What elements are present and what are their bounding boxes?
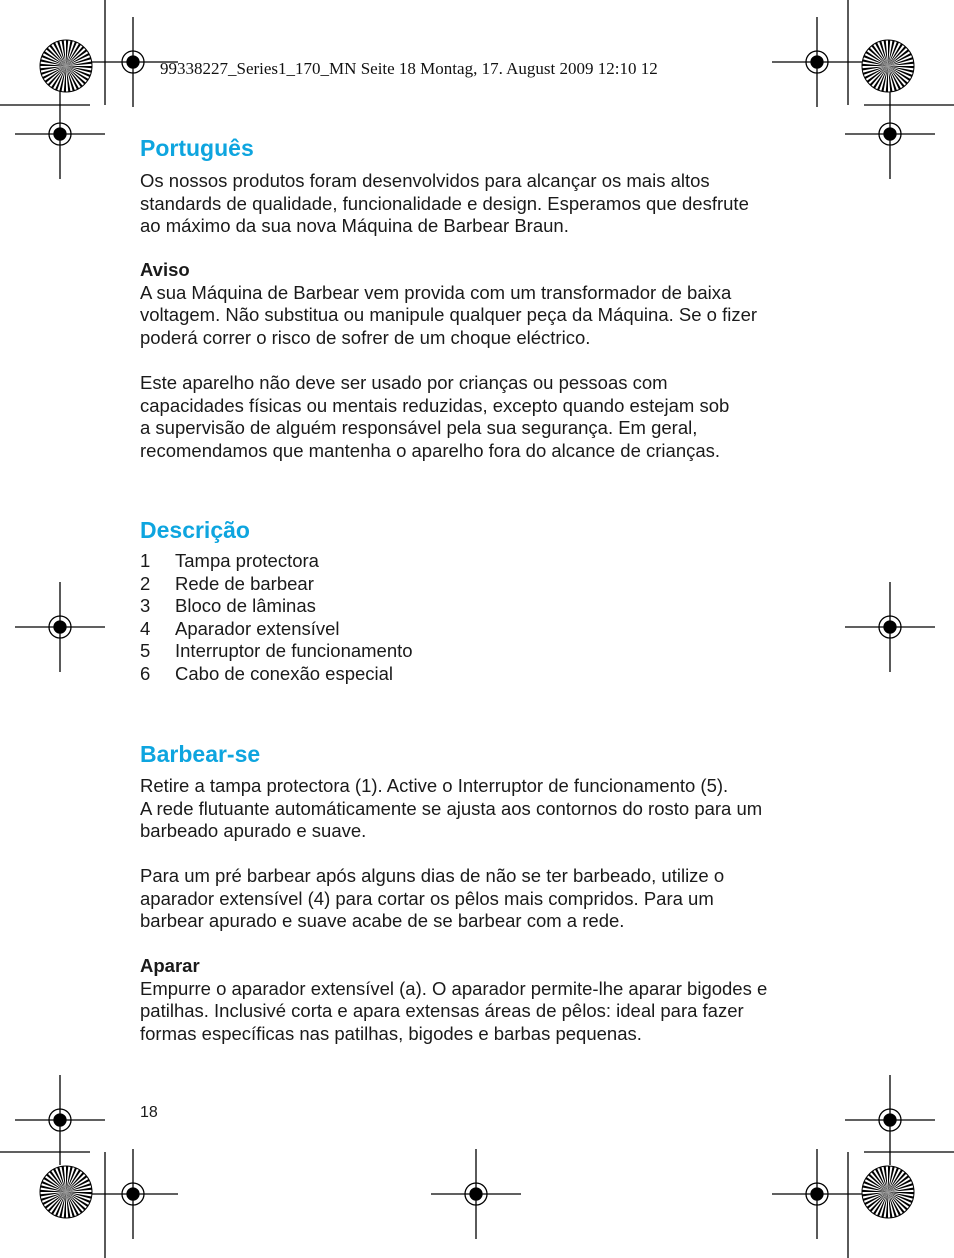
parts-list [140, 550, 413, 685]
registration-mark [845, 582, 935, 672]
registration-mark [88, 1149, 178, 1239]
registration-mark [15, 89, 105, 179]
aparar-heading: Aparar [140, 955, 200, 976]
section-title-descricao: Descrição [140, 517, 250, 543]
slug-line: 99338227_Series1_170_MN Seite 18 Montag, 17. August 2009 12:10 12 [160, 59, 658, 78]
section-title-portugues: Português [140, 135, 254, 161]
shaving-paragraph-1: Retire a tampa protectora (1). Active o Interruptor de funcionamento (5). A rede flutuante automáticamente se ajusta aos contornos do rosto para um barbeado apurado e suave. [140, 775, 763, 841]
section-title-barbear: Barbear-se [140, 741, 261, 767]
star-target-mark [40, 1166, 92, 1218]
list-item: 2 Rede de barbear [140, 572, 314, 594]
registration-mark [431, 1149, 521, 1239]
intro-paragraph: Os nossos produtos foram desenvolvidos para alcançar os mais altos standards de qualidade, funcionalidade e design. Esperamos que desfrute ao máximo da sua nova Máquina de Barbear Braun. [140, 170, 749, 236]
star-target-mark [862, 1166, 914, 1218]
list-item: 1 Tampa protectora [140, 550, 319, 571]
list-item: 3 Bloco de lâminas [140, 595, 316, 616]
aviso-paragraph: Aviso A sua Máquina de Barbear vem provida com um transformador de baixa voltagem. Não substitua ou manipule qualquer peça da Máquina. Se o fizer poderá correr o risco de sofrer de um choque eléctrico. [140, 259, 758, 348]
children-warning-paragraph: Este aparelho não deve ser usado por crianças ou pessoas com capacidades físicas ou mentais reduzidas, excepto quando estejam sob a supervisão de alguém responsável pela sua segurança. Em geral, recomendamos que mantenha o aparelho fora do alcance de crianças. [140, 372, 730, 461]
list-item: 4 Aparador extensível [140, 617, 340, 639]
trimming-paragraph: Aparar Empurre o aparador extensível (a). O aparador permite-lhe aparar bigodes e patilhas. Inclusivé corta e apara extensas áreas de pêlos: ideal para fazer formas específicas nas patilhas, bigodes e barbas pequenas. [140, 955, 768, 1044]
star-target-mark [40, 40, 92, 92]
star-target-mark [862, 40, 914, 92]
registration-mark [15, 582, 105, 672]
list-item: 6 Cabo de conexão especial [140, 662, 394, 684]
registration-mark [845, 89, 935, 179]
page-number: 18 [140, 1104, 158, 1121]
aviso-heading: Aviso [140, 259, 190, 280]
shaving-paragraph-2: Para um pré barbear após alguns dias de não se ter barbeado, utilize o aparador extensível (4) para cortar os pêlos mais compridos. Para um barbear apurado e suave acabe de se barbear com a rede. [140, 865, 725, 931]
list-item: 5 Interruptor de funcionamento [140, 640, 413, 661]
